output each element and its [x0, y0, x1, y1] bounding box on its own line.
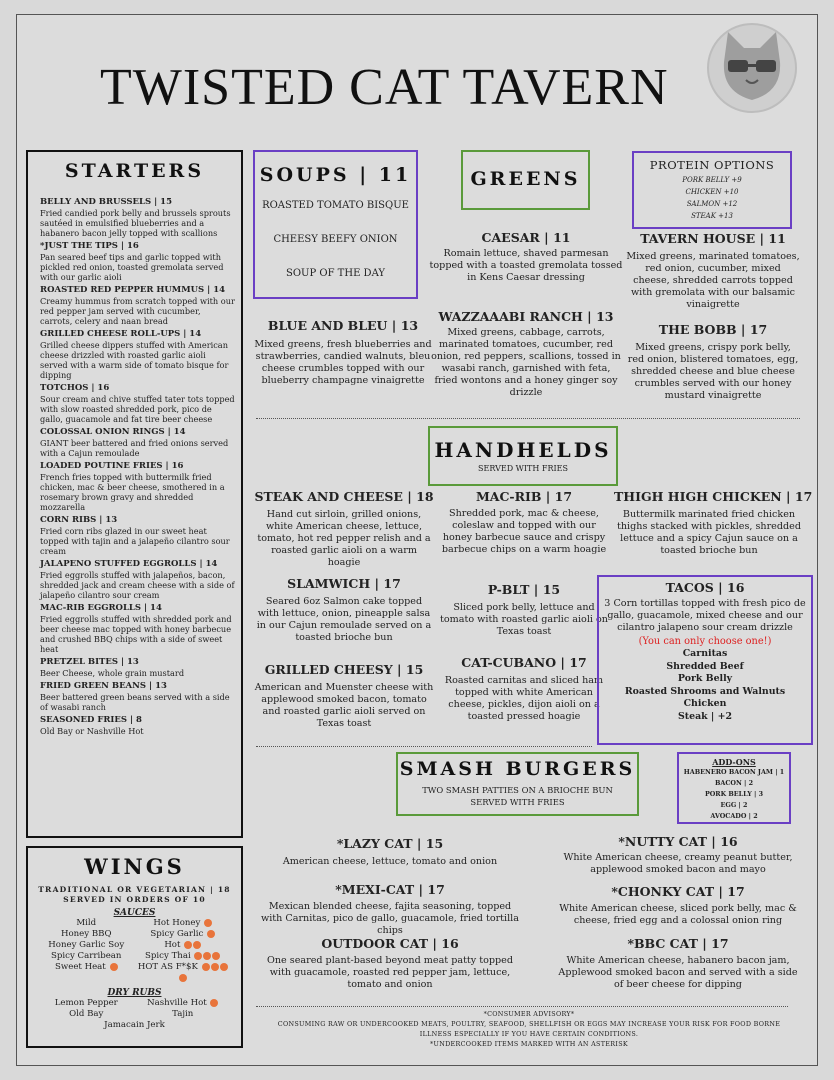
protein-item: SALMON +12	[686, 200, 738, 208]
burger-chonky-cat	[556, 884, 800, 927]
starter-name: PRETZEL BITES | 13	[40, 657, 139, 667]
item-desc: Mixed greens, crispy pork belly, red onion, blistered tomatoes, egg, shredded cheese and blue cheese crumbles served with our honey mustard vinaigrette	[627, 342, 799, 401]
protein-options-box	[632, 151, 792, 229]
item-desc: Hand cut sirloin, grilled onions, white American cheese, lettuce, tomato, hot red pepper relish and a roasted garlic aioli on a warm hoagie	[257, 509, 431, 568]
starter-name: JALAPENO STUFFED EGGROLLS | 14	[40, 559, 218, 569]
addons-list	[679, 767, 789, 822]
addon-item: BACON | 2	[714, 779, 754, 787]
handheld-mac-rib	[440, 489, 608, 556]
soup-item: ROASTED TOMATO BISQUE	[262, 200, 409, 211]
greens-tavern-house	[626, 231, 800, 311]
item-name: *LAZY CAT | 15	[336, 836, 444, 851]
hot-pepper-icon	[110, 963, 118, 971]
hot-pepper-icon	[204, 919, 212, 927]
starters-section	[26, 150, 243, 838]
sauce-item	[135, 918, 232, 929]
rubs-left-list	[38, 998, 135, 1020]
item-desc: Mixed greens, marinated tomatoes, red onion, cucumber, mixed cheese, shredded carrots topped with gremolata with our balsamic vinaigrette	[626, 251, 800, 310]
taco-option: Shredded Beef	[666, 660, 744, 672]
item-desc: White American cheese, sliced pork belly, mac & cheese, fried egg and a colossal onion ring	[559, 903, 797, 926]
handheld-cat-cubano	[440, 655, 608, 723]
hot-pepper-icon	[193, 941, 201, 949]
sauce-item	[135, 962, 232, 984]
addons-heading: ADD-ONS	[712, 757, 756, 767]
sauces-heading: SAUCES	[113, 908, 156, 918]
handhelds-sub: SERVED WITH FRIES	[478, 464, 568, 473]
burger-nutty-cat	[556, 834, 800, 876]
protein-heading: PROTEIN OPTIONS	[649, 158, 775, 172]
greens-caesar	[428, 230, 624, 284]
item-name: WAZZAAABI RANCH | 13	[438, 309, 614, 324]
greens-wazzaaabi	[430, 309, 622, 399]
item-name: THE BOBB | 17	[658, 322, 768, 337]
taco-option: Chicken	[683, 698, 727, 709]
starter-desc: Grilled cheese dippers stuffed with American cheese drizzled with roasted garlic aioli served with a warm side of tomato bisque for dipping	[40, 340, 229, 380]
starter-desc: GIANT beer battered and fried onions served with a Cajun remoulade	[40, 438, 229, 458]
section-divider	[256, 418, 800, 419]
taco-option: Pork Belly	[677, 673, 733, 684]
advisory-line: ILLNESS ESPECIALLY IF YOU HAVE CERTAIN CONDITIONS.	[419, 1030, 639, 1038]
handheld-grilled-cheesy	[254, 662, 434, 730]
item-desc: Sliced pork belly, lettuce and tomato with roasted garlic aioli on Texas toast	[440, 602, 608, 637]
sauce-item	[135, 929, 232, 940]
burger-lazy-cat	[260, 836, 520, 868]
advisory-heading: *CONSUMER ADVISORY*	[483, 1010, 575, 1018]
sauce-item	[38, 918, 135, 929]
item-desc: Roasted carnitas and sliced ham topped with white American cheese, pickles, dijon aioli on a toasted pressed hoagie	[444, 675, 604, 722]
starter-desc: Beer Cheese, whole grain mustard	[40, 668, 185, 678]
starter-desc: Beer battered green beans served with a side of wasabi ranch	[40, 692, 230, 712]
handheld-slamwich	[254, 576, 434, 644]
burger-outdoor-cat	[260, 936, 520, 991]
soups-heading: SOUPS | 11	[259, 164, 412, 186]
greens-heading-box	[461, 150, 590, 210]
soup-item: CHEESY BEEFY ONION	[273, 234, 398, 245]
greens-heading: GREENS	[470, 168, 581, 190]
item-desc: Mexican blended cheese, fajita seasoning, topped with Carnitas, pico de gallo, guacamole, fried tortilla chips	[261, 901, 519, 936]
hot-pepper-icon	[203, 952, 211, 960]
taco-option: Carnitas	[682, 648, 728, 659]
starter-name: BELLY AND BRUSSELS | 15	[40, 197, 172, 207]
item-desc: White American cheese, habanero bacon jam, Applewood smoked bacon and served with a side of beer cheese for dipping	[558, 955, 798, 990]
item-name: GRILLED CHEESY | 15	[264, 662, 424, 677]
starter-name: SEASONED FRIES | 8	[40, 715, 142, 725]
sauce-name: Honey Garlic Soy	[48, 940, 125, 950]
addon-item: AVOCADO | 2	[710, 812, 758, 820]
starter-desc: Sour cream and chive stuffed tater tots topped with slow roasted shredded pork, pico de gallo, guacamole and fat tire beer cheese	[40, 394, 235, 424]
hot-pepper-icon	[211, 963, 219, 971]
section-divider	[256, 746, 592, 747]
item-name: P-BLT | 15	[487, 582, 561, 597]
wings-section	[26, 846, 243, 1048]
tacos-box	[597, 575, 813, 745]
handheld-steak-and-cheese	[254, 489, 434, 569]
starters-heading: STARTERS	[64, 160, 205, 182]
item-name: OUTDOOR CAT | 16	[321, 936, 459, 951]
handheld-thigh-high-chicken	[614, 489, 813, 557]
consumer-advisory	[248, 1009, 810, 1049]
sauces-left-list	[38, 918, 135, 984]
starter-desc: Old Bay or Nashville Hot	[40, 726, 144, 736]
protein-item: CHICKEN +10	[685, 188, 739, 196]
item-desc: Mixed greens, cabbage, carrots, marinated tomatoes, cucumber, red onion, red peppers, scallions, tossed in wasabi ranch, garnished with feta, fried wontons and a honey ginger soy drizzle	[431, 327, 621, 398]
sauce-name: Mild	[76, 918, 97, 928]
starter-name: FRIED GREEN BEANS | 13	[40, 681, 167, 691]
item-desc: Buttermilk marinated fried chicken thighs stacked with pickles, shredded lettuce and a spicy Cajun sauce on a toasted brioche bun	[617, 509, 801, 556]
tacos-name: TACOS | 16	[665, 580, 745, 595]
burgers-sub: SERVED WITH FRIES	[470, 797, 565, 807]
item-name: CAT-CUBANO | 17	[461, 655, 587, 670]
soups-section	[253, 150, 418, 299]
sauce-item	[135, 998, 232, 1009]
hot-pepper-icon	[212, 952, 220, 960]
rub-item: Old Bay	[69, 1009, 104, 1019]
taco-option: Steak | +2	[678, 710, 732, 722]
sauce-name: Hot Honey	[153, 918, 201, 928]
item-name: MAC-RIB | 17	[475, 489, 573, 504]
sauce-name: Sweet Heat	[55, 962, 106, 972]
starter-desc: Fried candied pork belly and brussels sprouts sautéed in emulsified blueberries and a habanero bacon jelly topped with scallions	[40, 208, 231, 238]
burger-bbc-cat	[556, 936, 800, 991]
item-name: *NUTTY CAT | 16	[618, 834, 738, 849]
sauce-item	[135, 940, 232, 951]
starters-list	[28, 182, 241, 736]
starter-desc: Fried eggrolls stuffed with shredded pork and beer cheese mac topped with honey barbecue and crushed BBQ chips with a side of sweet heat	[40, 614, 232, 654]
handhelds-heading-box	[428, 426, 618, 486]
tacos-desc: 3 Corn tortillas topped with fresh pico de gallo, guacamole, mixed cheese and our cilantro jalapeno sour cream drizzle	[604, 598, 806, 633]
starter-name: GRILLED CHEESE ROLL-UPS | 14	[40, 329, 202, 339]
starter-name: CORN RIBS | 13	[40, 515, 118, 525]
wings-order-line: TRADITIONAL OR VEGETARIAN | 18	[38, 885, 231, 894]
tacos-options	[599, 648, 811, 723]
sauce-name: HOT AS F*$K	[137, 962, 198, 972]
rubs-right-list	[135, 998, 232, 1020]
hot-pepper-icon	[210, 999, 218, 1007]
starter-desc: French fries topped with buttermilk fried chicken, mac & beer cheese, smothered in a rosemary brown gravy and shredded mozzarella	[40, 472, 225, 512]
protein-item: PORK BELLY +9	[682, 176, 742, 184]
item-desc: Seared 6oz Salmon cake topped with lettuce, onion, pineapple salsa in our Cajun remoulade served on a toasted brioche bun	[256, 596, 432, 643]
hot-pepper-icon	[179, 974, 187, 982]
rub-item: Lemon Pepper	[54, 998, 118, 1008]
advisory-line: CONSUMING RAW OR UNDERCOOKED MEATS, POULTRY, SEAFOOD, SHELLFISH OR EGGS MAY INCREASE YOUR RISK FOR FOOD BORNE	[277, 1020, 781, 1028]
addon-item: PORK BELLY | 3	[704, 790, 764, 798]
item-name: BLUE AND BLEU | 13	[267, 318, 419, 333]
addon-item: EGG | 2	[720, 801, 748, 809]
wings-serving-line: SERVED IN ORDERS OF 10	[63, 895, 206, 904]
starter-name: LOADED POUTINE FRIES | 16	[40, 461, 184, 471]
item-name: *CHONKY CAT | 17	[611, 884, 745, 899]
item-desc: American and Muenster cheese with applewood smoked bacon, tomato and roasted garlic aioli served on Texas toast	[254, 682, 434, 729]
starter-desc: Pan seared beef tips and garlic topped with pickled red onion, toasted gremolata served with our garlic aioli	[40, 252, 224, 282]
sauce-item	[38, 929, 135, 940]
item-desc: Shredded pork, mac & cheese, coleslaw and topped with our honey barbecue sauce and crispy barbecue chips on a warm hoagie	[441, 508, 607, 555]
burgers-heading-box	[396, 752, 639, 816]
item-desc: One seared plant-based beyond meat patty topped with guacamole, roasted red pepper jam, lettuce, tomato and onion	[267, 955, 513, 990]
item-desc: Romain lettuce, shaved parmesan topped with a toasted gremolata tossed in Kens Caesar dressing	[429, 248, 623, 283]
advisory-line: *UNDERCOOKED ITEMS MARKED WITH AN ASTERISK	[430, 1040, 628, 1048]
cat-logo-icon	[706, 22, 798, 114]
starter-desc: Fried eggrolls stuffed with jalapeños, bacon, shredded jack and cream cheese with a side of jalapeño cilantro sour cream	[40, 570, 235, 600]
protein-item: STEAK +13	[691, 212, 733, 220]
sauce-name: Spicy Carribean	[51, 951, 122, 961]
item-desc: Mixed greens, fresh blueberries and strawberries, candied walnuts, bleu cheese crumbles topped with our blueberry champagne vinaigrette	[254, 339, 432, 386]
item-desc: White American cheese, creamy peanut butter, applewood smoked bacon and mayo	[563, 852, 793, 875]
starter-name: TOTCHOS | 16	[40, 383, 110, 393]
starter-desc: Fried corn ribs glazed in our sweet heat topped with tajin and a jalapeño cilantro sour cream	[40, 526, 230, 556]
hot-pepper-icon	[220, 963, 228, 971]
item-name: STEAK AND CHEESE | 18	[254, 489, 434, 504]
hot-pepper-icon	[207, 930, 215, 938]
hot-pepper-icon	[194, 952, 202, 960]
sauce-name: Honey BBQ	[60, 929, 112, 939]
wings-heading: WINGS	[84, 854, 185, 879]
sauce-name: Spicy Garlic	[150, 929, 204, 939]
protein-list	[634, 174, 790, 222]
item-name: *BBC CAT | 17	[627, 936, 729, 951]
starter-desc: Creamy hummus from scratch topped with our red pepper jam served with cucumber, carrots, celery and naan bread	[40, 296, 235, 326]
item-name: *MEXI-CAT | 17	[335, 882, 445, 897]
starter-name: MAC-RIB EGGROLLS | 14	[40, 603, 162, 613]
section-divider	[256, 1006, 788, 1007]
rub-jerk: Jamacain Jerk	[104, 1020, 165, 1030]
handhelds-heading: HANDHELDS	[434, 438, 612, 462]
addons-box	[677, 752, 791, 824]
sauce-item	[135, 1009, 232, 1020]
sauce-name: Hot	[164, 940, 181, 950]
soup-item: SOUP OF THE DAY	[285, 268, 385, 279]
item-name: TAVERN HOUSE | 11	[640, 231, 786, 246]
burgers-sub: TWO SMASH PATTIES ON A BRIOCHE BUN	[422, 785, 613, 795]
sauce-item	[38, 962, 135, 973]
restaurant-title: TWISTED CAT TAVERN	[100, 59, 669, 116]
sauce-name: Spicy Thai	[145, 951, 191, 961]
dry-rubs-heading: DRY RUBS	[107, 988, 162, 998]
item-name: CAESAR | 11	[481, 230, 571, 245]
sauce-item	[38, 940, 135, 951]
sauce-item	[135, 951, 232, 962]
sauce-name: Tajin	[172, 1009, 194, 1019]
starter-name: ROASTED RED PEPPER HUMMUS | 14	[40, 285, 226, 295]
hot-pepper-icon	[184, 941, 192, 949]
item-desc: American cheese, lettuce, tomato and onion	[282, 856, 498, 867]
greens-the-bobb	[626, 322, 800, 402]
addon-item: HABENERO BACON JAM | 1	[683, 768, 785, 776]
burgers-heading: SMASH BURGERS	[399, 758, 636, 780]
starter-name: *JUST THE TIPS | 16	[40, 241, 139, 251]
tacos-note: (You can only choose one!)	[638, 636, 772, 647]
greens-blue-and-bleu	[254, 318, 432, 387]
sauce-name: Nashville Hot	[147, 998, 207, 1008]
handheld-p-blt	[440, 582, 608, 638]
hot-pepper-icon	[202, 963, 210, 971]
sauces-right-list	[135, 918, 232, 984]
item-name: SLAMWICH | 17	[287, 576, 401, 591]
starter-name: COLOSSAL ONION RINGS | 14	[40, 427, 186, 437]
burger-mexi-cat	[260, 882, 520, 937]
taco-option: Roasted Shrooms and Walnuts	[624, 685, 786, 697]
item-name: THIGH HIGH CHICKEN | 17	[614, 489, 813, 504]
sauce-item	[38, 951, 135, 962]
